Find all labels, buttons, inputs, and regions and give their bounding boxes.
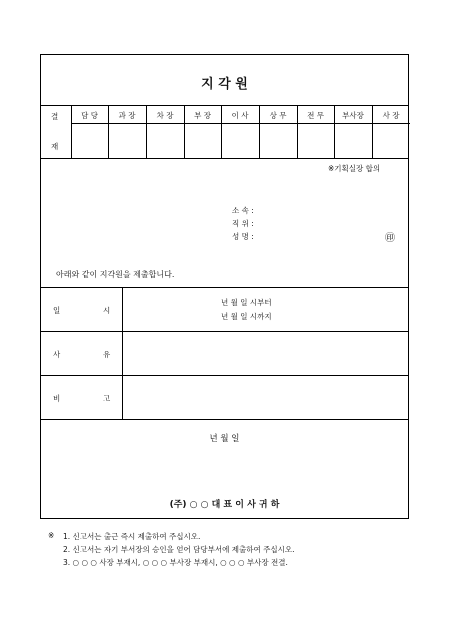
approval-side-label-bottom: 재 [51,142,59,151]
approval-header-staff: 담 당 [81,111,98,120]
detail-row-divider [41,331,408,332]
approval-side-label-top: 결 [51,112,59,121]
notes-mark: ※ [48,531,55,540]
detail-row-divider [41,375,408,376]
detail-label-divider [122,287,123,419]
approval-header-vice-president: 부사장 [342,111,364,120]
approval-header-managing-director: 상 무 [269,111,287,120]
approval-top-border [41,105,408,106]
note-item: 1. 신고서는 출근 즉시 제출하여 주십시오. [63,532,201,541]
remarks-label-b: 고 [103,394,111,403]
addressee-line: (주) ○ ○ 대 표 이 사 귀 하 [169,500,280,510]
reason-label-a: 사 [53,350,61,359]
approval-header-president: 사 장 [382,111,400,120]
approval-header-manager: 부 장 [194,111,211,120]
approval-header-deputy-manager: 차 장 [156,111,174,120]
remarks-label-a: 비 [53,394,61,403]
datetime-label-b: 시 [103,306,111,315]
note-item: 3. ○ ○ ○ 사장 부재시, ○ ○ ○ 부사장 부재시, ○ ○ ○ 부사장 전결. [63,558,288,567]
note-item: 2. 신고서는 자기 부서장의 승인을 얻어 담당부서에 제출하여 주십시오. [63,545,295,554]
position-label: 직 위 : [232,219,254,228]
date-line: 년 월 일 [209,434,240,444]
reason-label-b: 유 [103,350,111,359]
approval-header-divider [71,123,410,124]
datetime-to-line: 년 월 일 시까지 [221,312,272,321]
datetime-label-a: 일 [53,306,61,315]
submission-statement: 아래와 같이 지각원을 제출합니다. [56,270,175,279]
approval-header-director: 이 사 [231,111,249,120]
seal-mark: ㊞ [385,233,395,244]
approval-header-senior-director: 전 무 [307,111,324,120]
datetime-from-line: 년 월 일 시부터 [221,298,272,307]
affiliation-label: 소 속 : [232,206,254,215]
planning-office-note: ※기획실장 합의 [328,164,381,173]
form-title: 지 각 원 [201,77,248,92]
name-label: 성 명 : [232,232,254,241]
approval-bottom-border [41,158,408,159]
detail-top-border [41,287,408,288]
detail-bottom-border [41,419,408,420]
approval-header-section-chief: 과 장 [118,111,136,120]
leave-form [40,54,409,519]
